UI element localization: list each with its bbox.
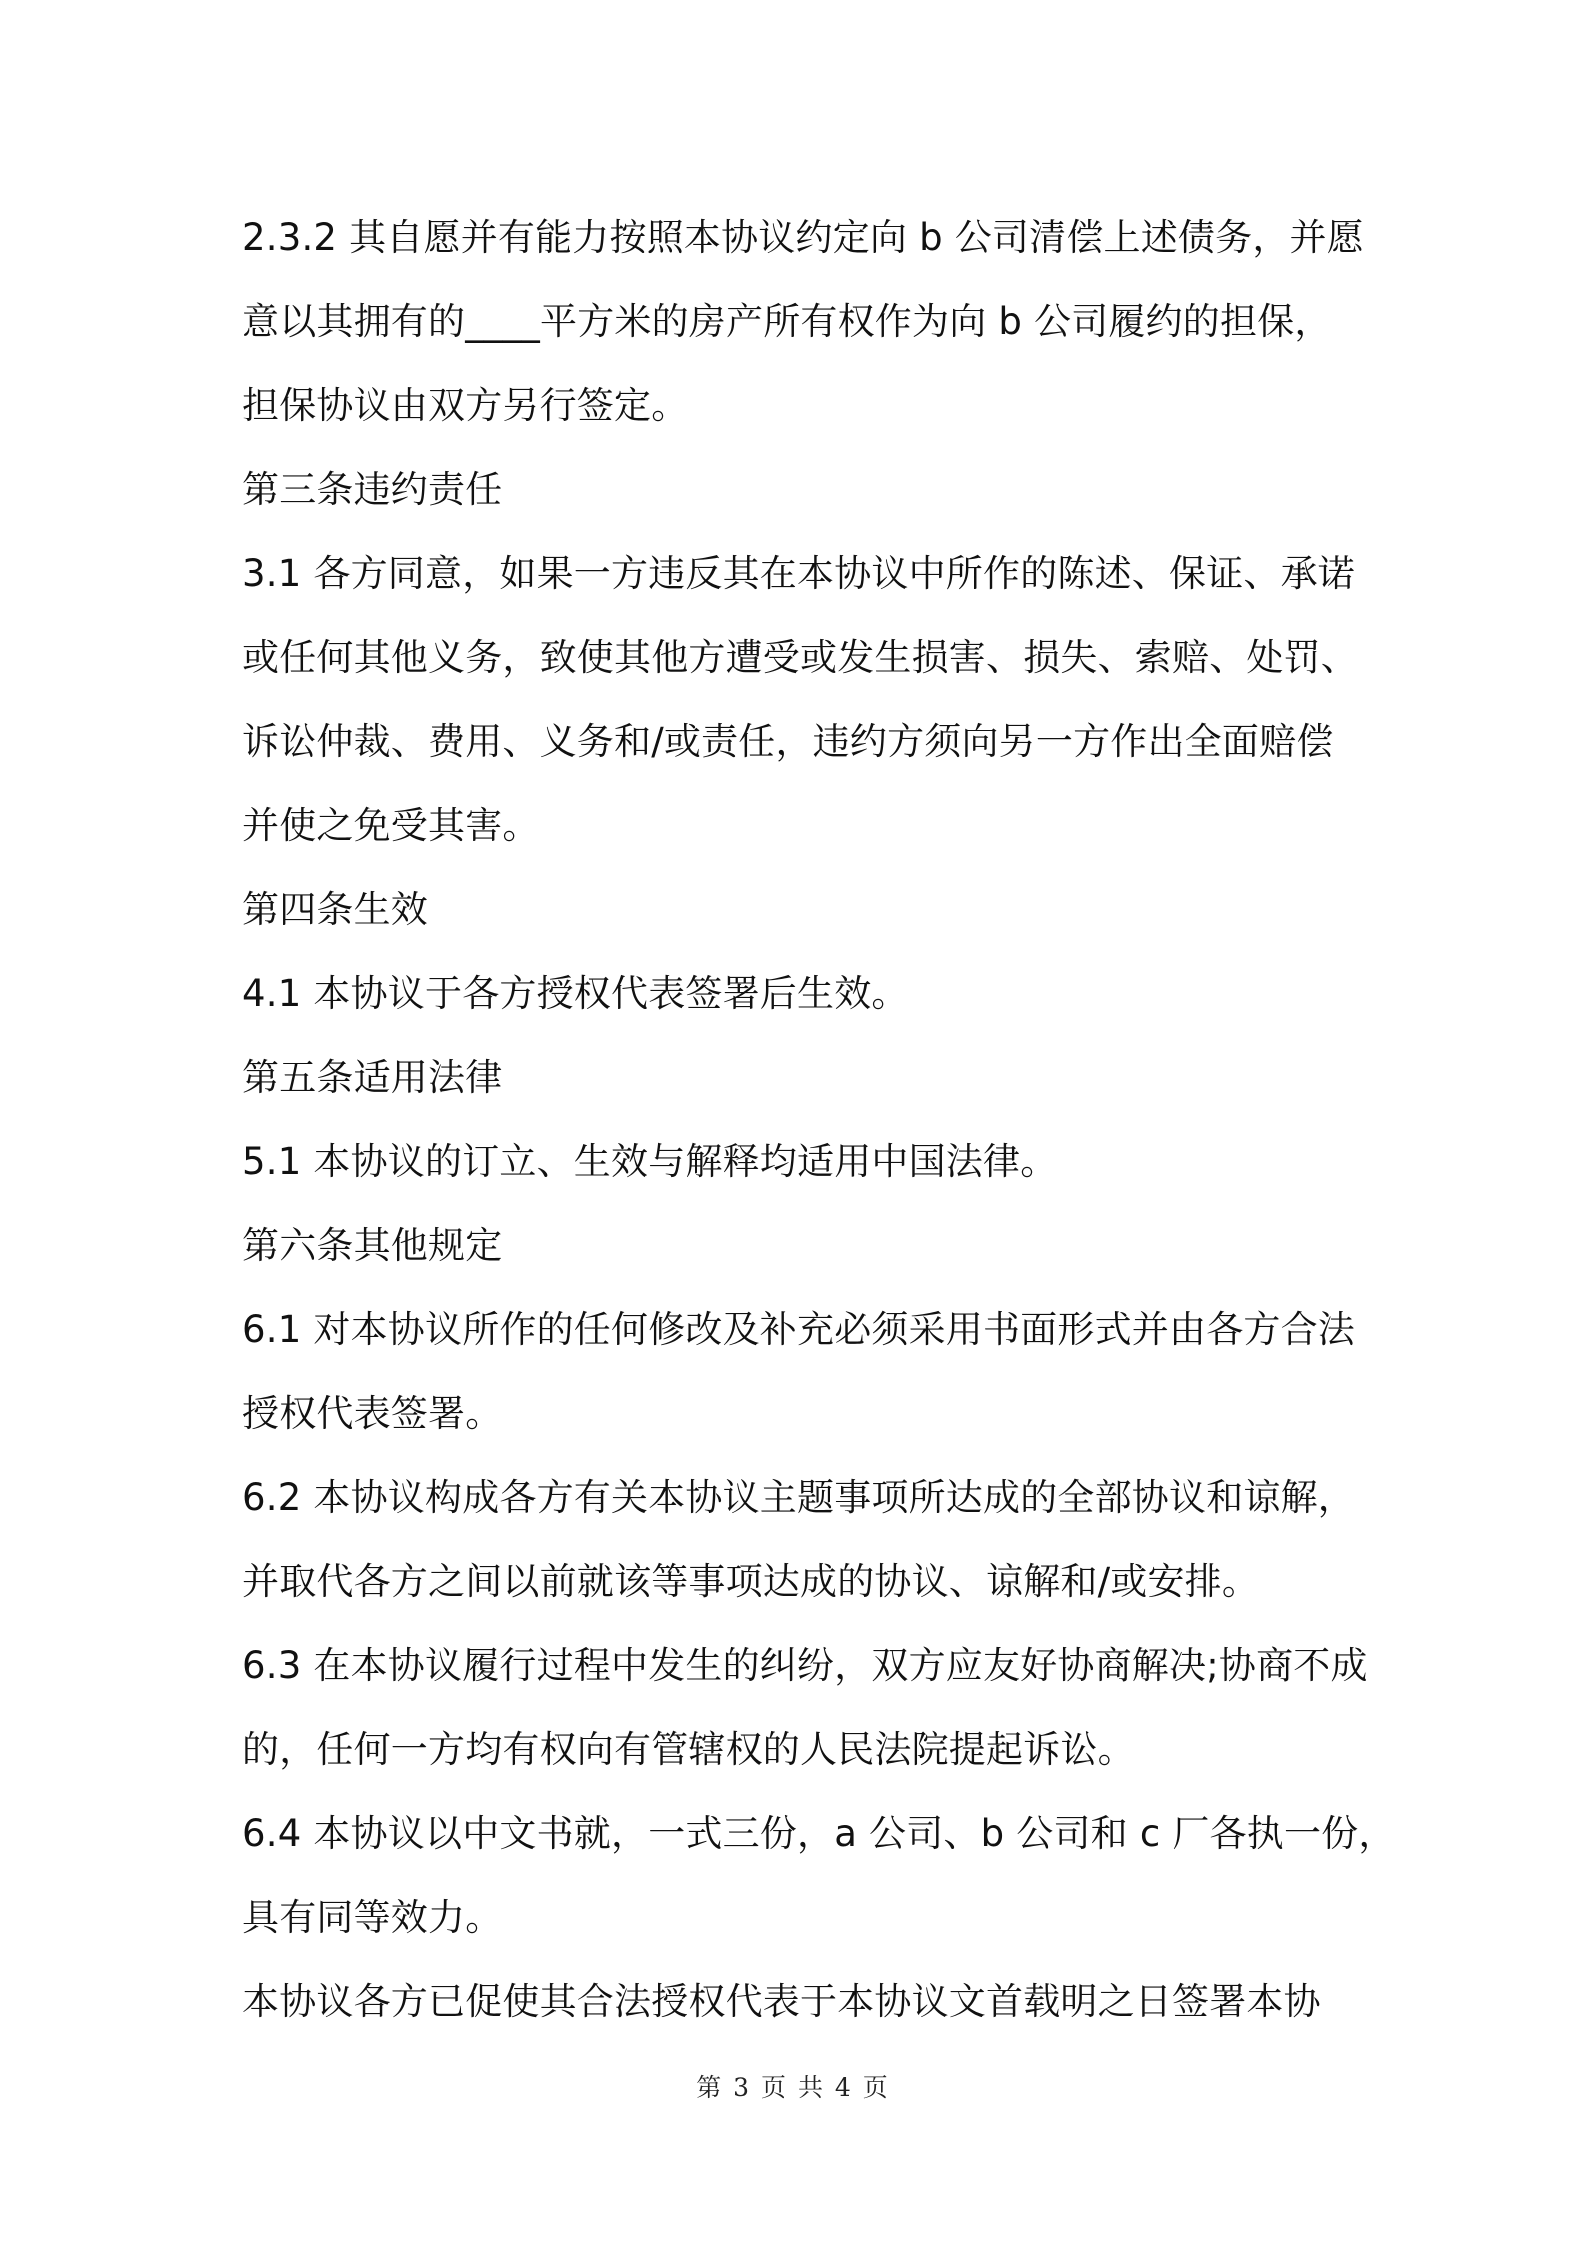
paragraph-line: 2.3.2 其自愿并有能力按照本协议约定向 b 公司清偿上述债务，并愿 [242,216,1364,259]
document-body [242,196,1396,2044]
section-heading: 第四条生效 [242,888,428,931]
paragraph-line: 6.2 本协议构成各方有关本协议主题事项所达成的全部协议和谅解， [242,1476,1356,1519]
paragraph-line: 6.4 本协议以中文书就，一式三份，a 公司、b 公司和 c 厂各执一份， [242,1812,1396,1855]
page-number-footer: 第 3 页 共 4 页 [696,2073,890,2102]
paragraph-line: 意以其拥有的____平方米的房产所有权作为向 b 公司履约的担保， [242,300,1332,343]
paragraph-line: 3.1 各方同意，如果一方违反其在本协议中所作的陈述、保证、承诺 [242,552,1356,595]
paragraph-line: 或任何其他义务，致使其他方遭受或发生损害、损失、索赔、处罚、 [242,636,1358,679]
paragraph-line: 本协议各方已促使其合法授权代表于本协议文首载明之日签署本协 [242,1980,1321,2023]
paragraph-line: 并使之免受其害。 [242,804,540,847]
section-heading: 第六条其他规定 [242,1224,503,1267]
section-heading: 第三条违约责任 [242,468,503,511]
paragraph-line: 授权代表签署。 [242,1392,503,1435]
paragraph-line: 4.1 本协议于各方授权代表签署后生效。 [242,972,909,1015]
paragraph-line: 6.1 对本协议所作的任何修改及补充必须采用书面形式并由各方合法 [242,1308,1356,1351]
paragraph-line: 担保协议由双方另行签定。 [242,384,689,427]
paragraph-line: 5.1 本协议的订立、生效与解释均适用中国法律。 [242,1140,1058,1183]
paragraph-line: 诉讼仲裁、费用、义务和/或责任，违约方须向另一方作出全面赔偿 [242,720,1334,763]
paragraph-line: 并取代各方之间以前就该等事项达成的协议、谅解和/或安排。 [242,1560,1260,1603]
paragraph-line: 6.3 在本协议履行过程中发生的纠纷，双方应友好协商解决;协商不成 [242,1644,1368,1687]
section-heading: 第五条适用法律 [242,1056,503,1099]
paragraph-line: 的，任何一方均有权向有管辖权的人民法院提起诉讼。 [242,1728,1135,1771]
paragraph-line: 具有同等效力。 [242,1896,503,1939]
